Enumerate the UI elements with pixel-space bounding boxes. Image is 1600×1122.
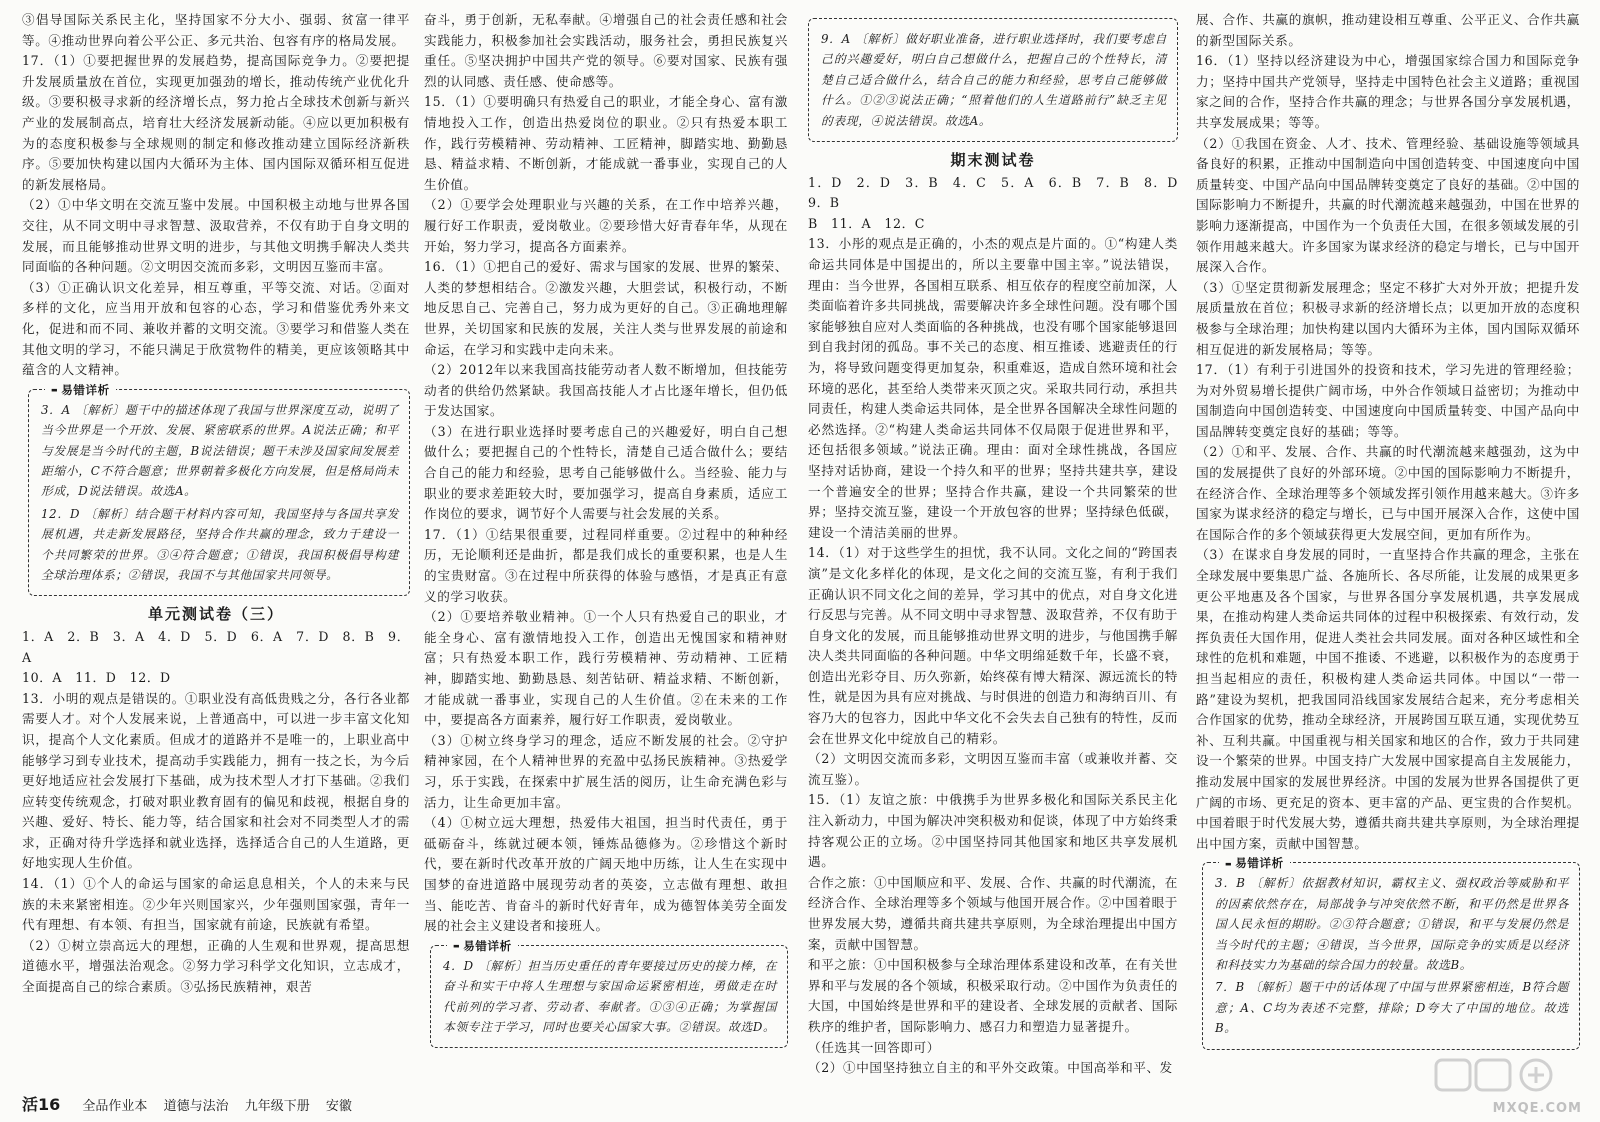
answer-key-row: 10．A 11．D 12．D (22, 670, 171, 686)
answer-q16-3: （3）在进行职业选择时要考虑自己的兴趣爱好，明白自己想做什么；要把握自己的个性特长，清楚自己适合做什么；要结合自己的能力和经验，思考自己能够做什么。当经验、能力与职业的要求差距较大时，要加强学习，提高自身素质，适应工作岗位的要求，调节好个人需要与社会发展的关系。 (424, 423, 788, 522)
answer-key-row: B 11．A 12．C (808, 215, 926, 231)
answer-q13: 13．小彤的观点是正确的，小杰的观点是片面的。①“构建人类命运共同体是中国提出的，所以主要靠中国主宰。”说法错误，理由：当今世界，各国相互联系、相互依存的程度空前加深，人类面临着许多共同挑战，需要解决许多全球性问题。没有哪个国家能够独自应对人类面临的各种挑战，也没有哪个国家能够退回到自我封闭的孤岛。事不关己的态度、相互推诿、逃避责任的行为，将导致问题变得更加复杂，积重难返，造成自然环境和社会环境的恶化，甚至给人类带来灭顶之灾。采取共同行动，承担共同责任，构建人类命运共同体，是全世界各国解决全球性问题的必然选择。②“构建人类命运共同体不仅局限于促进世界和平，还包括很多领域。”说法正确。理由：面对全球性挑战，各国应坚持对话协商，建设一个持久和平的世界；坚持共建共享，建设一个普遍安全的世界；坚持合作共赢，建设一个共同繁荣的世界；坚持交流互鉴，建设一个开放包容的世界；坚持绿色低碳，建设一个清洁美丽的世界。 (808, 236, 1178, 540)
analysis-item: 7．B 〔解析〕题干中的话体现了中国与世界紧密相连，B符合题意；A、C均为表述不完整，排除；D夸大了中国的地位。故选B。 (1215, 980, 1569, 1036)
answer-q15-1: 15．（1）友谊之旅：中俄携手为世界多极化和国际关系民主化注入新动力，中国为解决冲突积极劝和促谈，体现了中方始终秉持客观公正的立场。②中国坚持同其他国家和地区共享发展机遇。 (808, 792, 1178, 870)
analysis-box (808, 18, 1178, 142)
book-title: 全品作业本 (82, 1099, 148, 1114)
grade-label: 九年级下册 (244, 1099, 310, 1114)
answer-q16-1: 16．（1）①把自己的爱好、需求与国家的发展、世界的繁荣、人类的梦想相结合。②激发兴趣，大胆尝试，积极行动，不断地反思自己、完善自己，努力成为更好的自己。③正确地理解世界，关切国家和民族的发展，关注人类与世界发展的前途和命运，在学习和实践中走向未来。 (424, 259, 788, 357)
answer-q17-4: （4）①树立远大理想，热爱伟大祖国，担当时代责任，勇于砥砺奋斗，练就过硬本领，锤炼品德修为。②珍惜这个新时代，要在新时代改革开放的广阔天地中历练，让人生在实现中国梦的奋进道路中展现劳动者的英姿，立志做有理想、敢担当、能吃苦、肯奋斗的新时代好青年，成为德智体美劳全面发展的社会主义建设者和接班人。 (424, 815, 788, 934)
column-1 (22, 10, 410, 998)
section-title: 期末测试卷 (950, 151, 1036, 170)
answer-q17-1: 17．（1）①结果很重要，过程同样重要。②过程中的种种经历，无论顺利还是曲折，都是我们成长的重要积累，也是人生的宝贵财富。③在过程中所获得的体验与感悟，才是真正有意义的学习收获。 (424, 526, 788, 604)
answer-paragraph: 奋斗，勇于创新，无私奉献。④增强自己的社会责任感和社会实践能力，积极参加社会实践活动，服务社会，勇担民族复兴重任。⑤坚决拥护中国共产党的领导。⑥要对国家、民族有强烈的认同感、责任感、使命感等。 (424, 12, 788, 89)
answer-q16-2: （2）2012年以来我国高技能劳动者人数不断增加，但技能劳动者的供给仍然紧缺。我国高技能人才占比逐年增长，但仍低于发达国家。 (424, 362, 788, 419)
answer-q17-1: 17．（1）①要把握世界的发展趋势，提高国际竞争力。②要把提升发展质量放在首位，实现更加强劲的增长，推动传统产业优化升级。③要积极寻求新的经济增长点，努力抢占全球技术创新与新兴产业的发展制高点，培育壮大经济发展新动能。④应以更加积极有为的态度积极参与全球规则的制定和修改推动建立国际经济新秩序。⑤要加快构建以国内大循环为主体、国内国际双循环相互促进的新发展格局。 (22, 53, 410, 192)
answer-q14-1: 14．（1）对于这些学生的担忧，我不认同。文化之间的“跨国表演”是文化多样化的体现，是文化之间的交流互鉴，有利于我们正确认识不同文化之间的差异，学习其中的优点，对自身文化进行反思与完善。从不同文明中寻求智慧、汲取营养，不仅有助于自身文化的发展，而且能够推动世界文明的进步，与他国携手解决人类共同面临的各种问题。中华文明绵延数千年，长盛不衰，创造出光彩夺目、历久弥新，始终葆有博大精深、源远流长的特性，就是因为具有应对挑战、与时俱进的创造力和海纳百川、有容乃大的包容力，因此中华文化不会失去自己独有的特性，反而会在世界文化中绽放自己的精彩。 (808, 545, 1178, 746)
answer-q17-2: （2）①要培养敬业精神。①一个人只有热爱自己的职业，才能全身心、富有激情地投入工作，创造出无愧国家和精神财富；只有热爱本职工作，践行劳模精神、劳动精神、工匠精神，脚踏实地、勤勤恳恳、刻苦钻研、精益求精、不断创新，才能成就一番事业，实现自己的人生价值。②在未来的工作中，要提高各方面素养，履行好工作职责，爱岗敬业。 (424, 609, 788, 728)
column-3 (808, 10, 1192, 1079)
answer-q16-1: 16．（1）坚持以经济建设为中心，增强国家综合国力和国际竞争力；坚持中国共产党领导，坚持走中国特色社会主义道路；重视国家之间的合作，坚持合作共赢的理念；与世界各国分享发展机遇，共享发展成果；等等。 (1196, 53, 1580, 130)
page-footer (22, 1092, 364, 1115)
answer-q15-2: 合作之旅：①中国顺应和平、发展、合作、共赢的时代潮流，在经济合作、全球治理等多个领域与他国开展合作。②中国着眼于世界发展大势，遵循共商共建共享原则，为全球治理提出中国方案，贡献中国智慧。 (808, 874, 1178, 952)
answer-q15-4: （2）①中国坚持独立自主的和平外交政策。中国高举和平、发 (808, 1060, 1173, 1076)
page-number: 活16 (22, 1095, 61, 1114)
answer-paragraph: ③倡导国际关系民主化，坚持国家不分大小、强弱、贫富一律平等。④推动世界向着公平公正、多元共治、包容有序的格局发展。 (22, 12, 410, 48)
answer-q17-2: （2）①中华文明在交流互鉴中发展。中国积极主动地与世界各国交往，从不同文明中寻求智慧、汲取营养，不仅有助于自身文明的发展，而且能够推动世界文明的进步，与其他文明携手解决人类共同面临的各种问题。②文明因交流而多彩，文明因互鉴而丰富。 (22, 197, 410, 275)
answer-key-row: 1．A 2．B 3．A 4．D 5．D 6．A 7．D 8．B 9．A (22, 628, 410, 665)
analysis-item: 9．A 〔解析〕做好职业准备，进行职业选择时，我们要考虑自己的兴趣爱好，明白自己想做什么，把握自己的个性特长，清楚自己适合做什么，结合自己的能力和经验，思考自己能够做什么。①②③说法正确；“照着他们的人生道路前行”缺乏主见的表现，④说法错误。故选A。 (821, 32, 1167, 128)
answer-q14-2: （2）文明因交流而多彩，文明因互鉴而丰富（或兼收并蓄、交流互鉴）。 (808, 751, 1178, 787)
watermark (1432, 1056, 1582, 1116)
answer-q13: 13．小明的观点是错误的。①职业没有高低贵贱之分，各行各业都需要人才。对个人发展来说，上普通高中，可以进一步丰富文化知识，提高个人文化素质。但成才的道路并不是唯一的，上职业高中能够学习到专业技术，提高动手实践能力，拥有一技之长，为今后更好地适应社会发展打下基础，成为技术型人才打下基础。②我们应转变传统观念，打破对职业教育固有的偏见和歧视，根据自身的兴趣、爱好、特长、能力等，结合国家和社会对不同类型人才的需求，正确对待升学选择和就业选择，选择适合自己的人生道路，更好地实现人生价值。 (22, 690, 410, 871)
error-analysis-box (430, 938, 788, 1049)
subject-label: 道德与法治 (163, 1099, 229, 1114)
answer-note: （任选其一回答即可） (808, 1039, 940, 1055)
answer-q17-2: （2）①和平、发展、合作、共赢的时代潮流越来越强劲，这为中国的发展提供了良好的外部环境。②中国的国际影响力不断提升，在经济合作、全球治理等多个领域发挥引领作用越来越大。③许多国家为谋求经济的稳定与增长，已与中国开展深入合作，这使中国在国际合作的多个领域获得更大发展空间，更加有所作为。 (1196, 444, 1580, 542)
box-tag: ▬ 易错详析 (45, 380, 116, 401)
answer-q17-3: （3）①树立终身学习的理念，适应不断发展的社会。②守护精神家园，在个人精神世界的充盈中弘扬民族精神。③热爱学习，乐于实践，在探索中扩展生活的阅历，让生命充满色彩与活力，让生命更加丰富。 (424, 732, 788, 810)
analysis-item: 3．A 〔解析〕题干中的描述体现了我国与世界深度互动，说明了当今世界是一个开放、发展、紧密联系的世界。A说法正确；和平与发展是当今时代的主题，B说法错误；题干未涉及国家间发展差距缩小，C不符合题意；世界朝着多极化方向发展，但是格局尚未形成，D说法错误。故选A。 (41, 402, 399, 499)
box-tag: ▬ 易错详析 (1219, 853, 1290, 874)
error-analysis-box (1202, 856, 1580, 1049)
region-label: 安徽 (325, 1099, 352, 1114)
answer-paragraph: 展、合作、共赢的旗帜，推动建设相互尊重、公平正义、合作共赢的新型国际关系。 (1196, 12, 1580, 48)
column-2 (424, 10, 788, 1056)
analysis-item: 3．B 〔解析〕依据教材知识，霸权主义、强权政治等威胁和平的因素依然存在，局部战争与冲突依然不断，和平仍然是世界各国人民永恒的期盼。②③符合题意；①错误，和平与发展仍然是当今时代的主题；④错误，当今世界，国际竞争的实质是以经济和科技实力为基础的综合国力的较量。故选B。 (1215, 876, 1569, 972)
answer-q15-3: 和平之旅：①中国积极参与全球治理体系建设和改革，在有关世界和平与发展的各个领域，积极采取行动。②中国作为负责任的大国，中国始终是世界和平的建设者、全球发展的贡献者、国际秩序的维护者，国际影响力、感召力和塑造力显著提升。 (808, 957, 1178, 1034)
answer-q15-2: （2）①要学会处理职业与兴趣的关系，在工作中培养兴趣，履行好工作职责，爱岗敬业。②要珍惜大好青春年华，从现在开始，努力学习，提高各方面素养。 (424, 197, 788, 254)
answer-q14-2: （2）①树立崇高远大的理想，正确的人生观和世界观，提高思想道德水平，增强法治观念。②努力学习科学文化知识，立志成才，全面提高自己的综合素质。③弘扬民族精神，艰苦 (22, 937, 410, 995)
box-tag: ▬ 易错详析 (447, 936, 518, 957)
answer-q16-2: （2）①我国在资金、人才、技术、管理经验、基础设施等领域具备良好的积累，正推动中国制造向中国创造转变、中国速度向中国质量转变、中国产品向中国品牌转变奠定了良好的基础。②中国的国际影响力不断提升，共赢的时代潮流越来越强劲，中国在世界的影响力逐渐提高，中国作为一个负责任大国，在很多领域发展的引领作用越来越大。许多国家为谋求经济的稳定与增长，已与中国开展深入合作。 (1196, 135, 1580, 275)
column-4 (1196, 10, 1580, 1058)
answer-q14-1: 14．（1）①个人的命运与国家的命运息息相关，个人的未来与民族的未来紧密相连。②少年兴则国家兴，少年强则国家强，青年一代有理想、有本领、有担当，国家就有前途，民族就有希望。 (22, 876, 410, 933)
error-analysis-box (28, 382, 410, 597)
answer-q17-1: 17．（1）有利于引进国外的投资和技术，学习先进的管理经验；为对外贸易增长提供广阔市场，中外合作领域日益密切；为推动中国制造向中国创造转变、中国速度向中国质量转变、中国产品向中国品牌转变奠定良好的基础；等等。 (1196, 362, 1580, 439)
analysis-item: 12．D 〔解析〕结合题干材料内容可知，我国坚持与各国共享发展机遇，共走新发展路径，坚持合作共赢的理念，致力于建设一个共同繁荣的世界。③④符合题意；①错误，我国积极倡导构建全球治理体系；②错误，我国不与其他国家共同领导。 (41, 506, 399, 582)
analysis-item: 4．D 〔解析〕担当历史重任的青年要接过历史的接力棒，在奋斗和实干中将人生理想与家国命运紧密相连，勇做走在时代前列的学习者、劳动者、奉献者。①③④正确；为掌握国本领专注于学习，同时也要关心国家大事。②错误。故选D。 (443, 958, 777, 1034)
answer-q15-1: 15．（1）①要明确只有热爱自己的职业，才能全身心、富有激情地投入工作，创造出热爱岗位的职业。②只有热爱本职工作，践行劳模精神、劳动精神、工匠精神，脚踏实地、勤勤恳恳、精益求精、不断创新，才能成就一番事业，实现自己的人生价值。 (424, 94, 788, 192)
watermark-logo-icon (1432, 1056, 1582, 1100)
answer-q17-3: （3）在谋求自身发展的同时，一直坚持合作共赢的理念，主张在全球发展中要集思广益、各施所长、各尽所能，让发展的成果更多更公平地惠及各个国家，与世界各国分享发展机遇，共享发展成果，在推动构建人类命运共同体的过程中积极探索、有效行动，发挥负责任大国作用，促进人类社会共同发展。面对各种区域性和全球性的危机和难题，中国不推诿、不逃避，以积极作为的态度勇于担当起相应的责任，积极构建人类命运共同体。中国以“一带一路”建设为契机，把我国同沿线国家发展结合起来，充分考虑相关合作国家的优势，推动全球经济，开展跨国互联互通，实现优势互补、互利共赢。中国重视与相关国家和地区的合作，致力于共同建设一个繁荣的世界。中国支持广大发展中国家提高自主发展能力，推动发展中国家的发展世界经济。中国的发展为世界各国提供了更广阔的市场、更充足的资本、更丰富的产品、更宝贵的合作契机。中国着眼于时代发展大势，遵循共商共建共享原则，为全球治理提出中国方案，贡献中国智慧。 (1196, 547, 1580, 851)
answer-q16-3: （3）①坚定贯彻新发展理念；坚定不移扩大对外开放；把提升发展质量放在首位；积极寻求新的经济增长点；以更加开放的态度积极参与全球治理；加快构建以国内大循环为主体，国内国际双循环相互促进的新发展格局；等等。 (1196, 279, 1580, 357)
answer-key-row: 1．D 2．D 3．B 4．C 5．A 6．B 7．B 8．D 9．B (808, 174, 1192, 211)
watermark-text: MXQE.COM (1492, 1101, 1582, 1116)
section-title: 单元测试卷（三） (147, 605, 284, 624)
answer-q17-3: （3）①正确认识文化差异，相互尊重，平等交流、对话。②面对多样的文化，应当用开放和包容的心态，学习和借鉴优秀外来文化，促进和而不同、兼收并蓄的文明交流。③要学习和借鉴人类在其他文明的学习，不能只满足于欣赏物件的精美，更应该领略其中蕴含的人文精神。 (22, 279, 410, 378)
